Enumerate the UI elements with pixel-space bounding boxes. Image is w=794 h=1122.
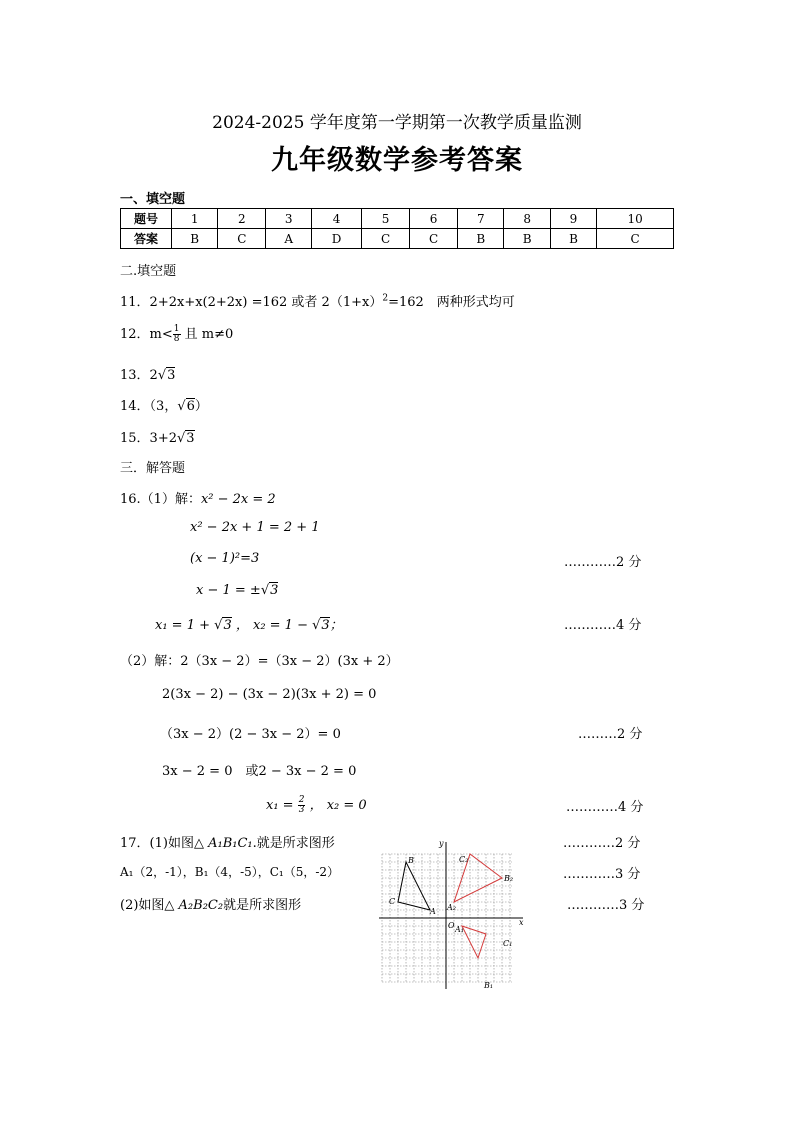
table-cell: C [410,229,458,249]
score-mark: ………2 分 [578,727,643,742]
q16-part2 [120,650,399,669]
equation: （3x − 2）(2 − 3x − 2）= 0 [160,727,341,742]
q-text: 且 m≠0 [180,327,234,342]
sqrt-icon: √ [176,431,186,446]
fraction-denominator: 3 [298,805,305,815]
q17-coordinates: A₁（2，-1），B₁（4，-5），C₁（5，-2） [120,865,340,879]
q-label: 16.（1）解： [120,492,201,507]
equation: 2（3x − 2）=（3x − 2）(3x + 2） [180,654,399,669]
score-mark: …………2 分 [563,836,641,851]
table-cell: A [266,229,312,249]
table-cell: 2 [218,209,266,229]
q-number: 12． [120,327,150,342]
equation-part: x₁ = 1 + [155,618,215,633]
table-cell: 5 [362,209,410,229]
fraction-denominator: 8 [173,334,180,344]
radicand: 6 [186,399,195,414]
q-text: 就是所求图形 [223,898,302,913]
section2-heading: 二.填空题 [120,264,177,279]
page-title: 九年级数学参考答案 [271,145,523,176]
table-cell: 10 [597,209,674,229]
equation [196,583,278,598]
coordinate-grid-figure [377,836,527,991]
section3-heading: 三．解答题 [120,461,186,476]
table-cell: C [597,229,674,249]
equation: 3x − 2 = 0 或2 − 3x − 2 = 0 [162,764,357,779]
q-number: 13． [120,368,150,383]
equation: 2(3x − 2) − (3x − 2)(3x + 2) = 0 [162,687,377,702]
point-a1-label: A₁ [455,925,464,934]
equation-part: x − 1 = ± [196,583,261,598]
q-text: .就是所求图形 [252,836,335,851]
table-cell: C [362,229,410,249]
subtitle: 2024-2025 学年度第一学期第一次教学质量监测 [212,113,582,133]
point-c1-label: C₁ [503,939,513,948]
fraction-numerator: 2 [298,795,305,805]
q-text: 17．(1)如图△ [120,836,209,851]
q-text: 2+2x+x(2+2x) =162 或者 2（1+x） [149,295,383,310]
origin-label: O [448,921,455,930]
score-mark: …………2 分 [564,555,642,570]
sqrt-icon: √ [177,399,186,414]
y-axis-label: y [439,839,444,848]
q-text: =162 两种形式均可 [388,295,515,310]
table-cell: D [311,229,361,249]
equation-part: ， x₂ = 0 [305,798,367,813]
table-cell: B [458,229,504,249]
point-c-label: C [389,897,396,906]
equation: x² − 2x + 1 = 2 + 1 [190,520,320,535]
equation-part: x₁ = [266,798,298,813]
table-cell: 6 [410,209,458,229]
q-text: 3+2 [149,431,177,446]
q-number: 11． [120,295,150,310]
equation-part: ； [329,618,343,633]
q-number: 15． [120,431,150,446]
q17-part1 [120,832,335,851]
answer-14 [120,395,208,414]
q-text: ） [194,399,208,414]
q-text: m< [149,327,173,342]
q-text: (2)如图△ [120,898,179,913]
score-mark: …………4 分 [566,800,644,815]
score-mark: …………3 分 [563,867,641,882]
equation [155,614,343,633]
table-cell: B [550,229,596,249]
table-cell: 9 [550,209,596,229]
axes [379,842,523,989]
table-header-number: 题号 [121,209,172,229]
fraction-numerator: 1 [173,324,180,334]
answer-13 [120,364,175,383]
point-b1-label: B₁ [484,981,494,990]
table-cell: 3 [266,209,312,229]
radicand: 3 [270,583,279,598]
q-label: （2）解： [120,654,181,669]
table-row-answers [121,229,674,249]
radicand: 3 [167,368,176,383]
sqrt-icon: √ [312,618,321,633]
equation [266,794,367,815]
table-cell: 7 [458,209,504,229]
fraction [173,325,181,344]
table-row-numbers [121,209,674,229]
point-c2-label: C₂ [459,855,469,864]
radicand: 3 [186,431,195,446]
answer-11 [120,291,515,310]
q-text: 2 [149,368,158,383]
equation: x² − 2x = 2 [200,492,276,507]
point-b2-label: B₂ [504,874,514,883]
sqrt-icon: √ [260,583,270,598]
radicand: 3 [321,618,330,633]
table-cell: B [172,229,218,249]
score-mark: …………4 分 [564,618,642,633]
q-number: 14． [120,399,150,414]
triangle-name: A₂B₂C₂ [178,898,224,913]
point-a2-label: A₂ [447,903,456,912]
radicand: 3 [223,618,232,633]
equation: (x − 1)²=3 [190,551,260,566]
x-axis-label: x [519,918,524,927]
q17-part2 [120,894,301,913]
sqrt-icon: √ [157,368,167,383]
q-text: （3， [149,399,178,414]
q-sup: 2 [382,293,389,304]
triangle-name: A₁B₁C₁ [208,836,253,851]
section1-heading: 一、填空题 [120,192,186,207]
table-header-answer: 答案 [121,229,172,249]
answer-table [120,208,674,249]
q16-part1 [120,488,276,507]
score-mark: …………3 分 [567,898,645,913]
table-cell: 4 [311,209,361,229]
point-a-label: A [430,907,436,916]
point-b-label: B [408,856,414,865]
answer-15 [120,427,195,446]
table-cell: 1 [172,209,218,229]
table-cell: 8 [504,209,550,229]
answer-12 [120,323,233,344]
equation-part: ， x₂ = 1 − [231,618,313,633]
table-cell: C [218,229,266,249]
table-cell: B [504,229,550,249]
sqrt-icon: √ [214,618,223,633]
